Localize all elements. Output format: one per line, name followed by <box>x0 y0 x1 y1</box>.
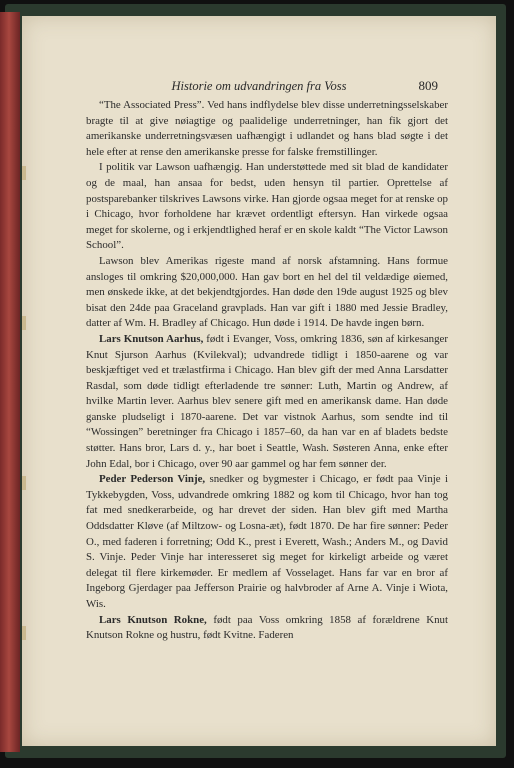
biography-entry <box>86 332 448 472</box>
paragraph: Lawson blev Amerikas rigeste mand af norsk afstamning. Hans formue ansloges til omkring $20,000,000. Han gav bort en hel del til veldædige øiemed, men ønskede ikke, at det bekjendtgjordes. Han døde den 19de august 1925 og blev bisat den 24de paa Graceland gravplads. Han var gift i 1880 med Jessie Bradley, datter af Wm. H. Bradley af Chicago. Hun døde i 1914. De havde ingen børn. <box>86 254 448 330</box>
book-page <box>22 16 496 746</box>
body-text <box>86 98 448 644</box>
paragraph: “The Associated Press”. Ved hans indflydelse blev disse underretningsselskaber bragte til at give nøiagtige og paalidelige underretninger, han fik gjort det amerikanske underretningsvæsen uafhængigt i udlandet og hans blad søgte i det hele efter at rense den amerikanske presse for falske fremstillinger. <box>86 99 448 158</box>
page-edge-tab <box>22 626 26 640</box>
page-number: 809 <box>418 78 438 93</box>
page-edge-tab <box>22 476 26 490</box>
biography-text: født paa Voss omkring 1858 af forældrene Knut Knutson Rokne og hustru, født Kvitne. Faderen <box>86 613 448 642</box>
biography-text: snedker og bygmester i Chicago, er født paa Vinje i Tykkebygden, Voss, udvandrede omkring 1882 og kom til Chicago, hvor han tog fat med snedkerarbeide, og har drevet der siden. Han blev gift med Martha Oddsdatter Kløve (af Miltzow- og Losna-æt), født 1870. De har fire sønner: Peder O., med faderen i forretning; Odd K., prest i Everett, Wash.; Anders M., og David S. Vinje. Peder Vinje har interesseret sig meget for kirkeligt arbeide og været delegat til flere kirkemøder. Er medlem af Vosselaget. Hans far var en bror af Ingeborg Gjerdager paa Jefferson Prairie og halvbroder af Arne A. Vinje i Wiota, Wis. <box>86 473 448 610</box>
running-title: Historie om udvandringen fra Voss <box>171 79 347 93</box>
biography-name: Lars Knutson Rokne, <box>99 613 207 626</box>
page-edge-tab <box>22 166 26 180</box>
page-header <box>22 78 496 94</box>
page-edge-tab <box>22 316 26 330</box>
biography-text: født i Evanger, Voss, omkring 1836, søn af kirkesanger Knut Sjurson Aarhus (Kvilekval); udvandrede tidligt i 1850-aarene og var beskjæftiget ved et trælastfirma i Chicago. Han blev gift der med Anna Larsdatter Rasdal, som døde tidligt efterladende tre sønner: Luth, Martin og Andrew, af hvilke Martin lever. Aarhus blev senere gift med en amerikansk dame. Han døde ganske pludseligt i 1870-aarene. Det var vistnok Aarhus, som sendte ind til “Wossingen” beretninger fra Chicago i 1857–60, da han var en af bladets bedste støtter. Hans bror, Lars d. y., har boet i Seattle, Wash. Søsteren Anna, enke efter John Edal, bor i Chicago, over 90 aar gammel og har fem sønner der. <box>86 332 449 470</box>
biography-entry <box>86 472 448 612</box>
book-spine <box>0 12 20 752</box>
paragraph: I politik var Lawson uafhængig. Han understøttede med sit blad de kandidater og de maal, han ansaa for bedst, uden hensyn til partier. Oprettelse af postsparebanker tilskrives Lawsons virke. Han gjorde ogsaa meget for at renske op i Chicago, hvor forholdene har krævet ordentligt eftersyn. Han virkede ogsaa meget for skolerne, og i erkjendtlighed heraf er en skole kaldt “The Victor Lawson School”. <box>86 161 448 252</box>
biography-name: Peder Pederson Vinje, <box>99 473 206 486</box>
biography-name: Lars Knutson Aarhus, <box>99 332 204 345</box>
biography-entry <box>86 613 448 644</box>
